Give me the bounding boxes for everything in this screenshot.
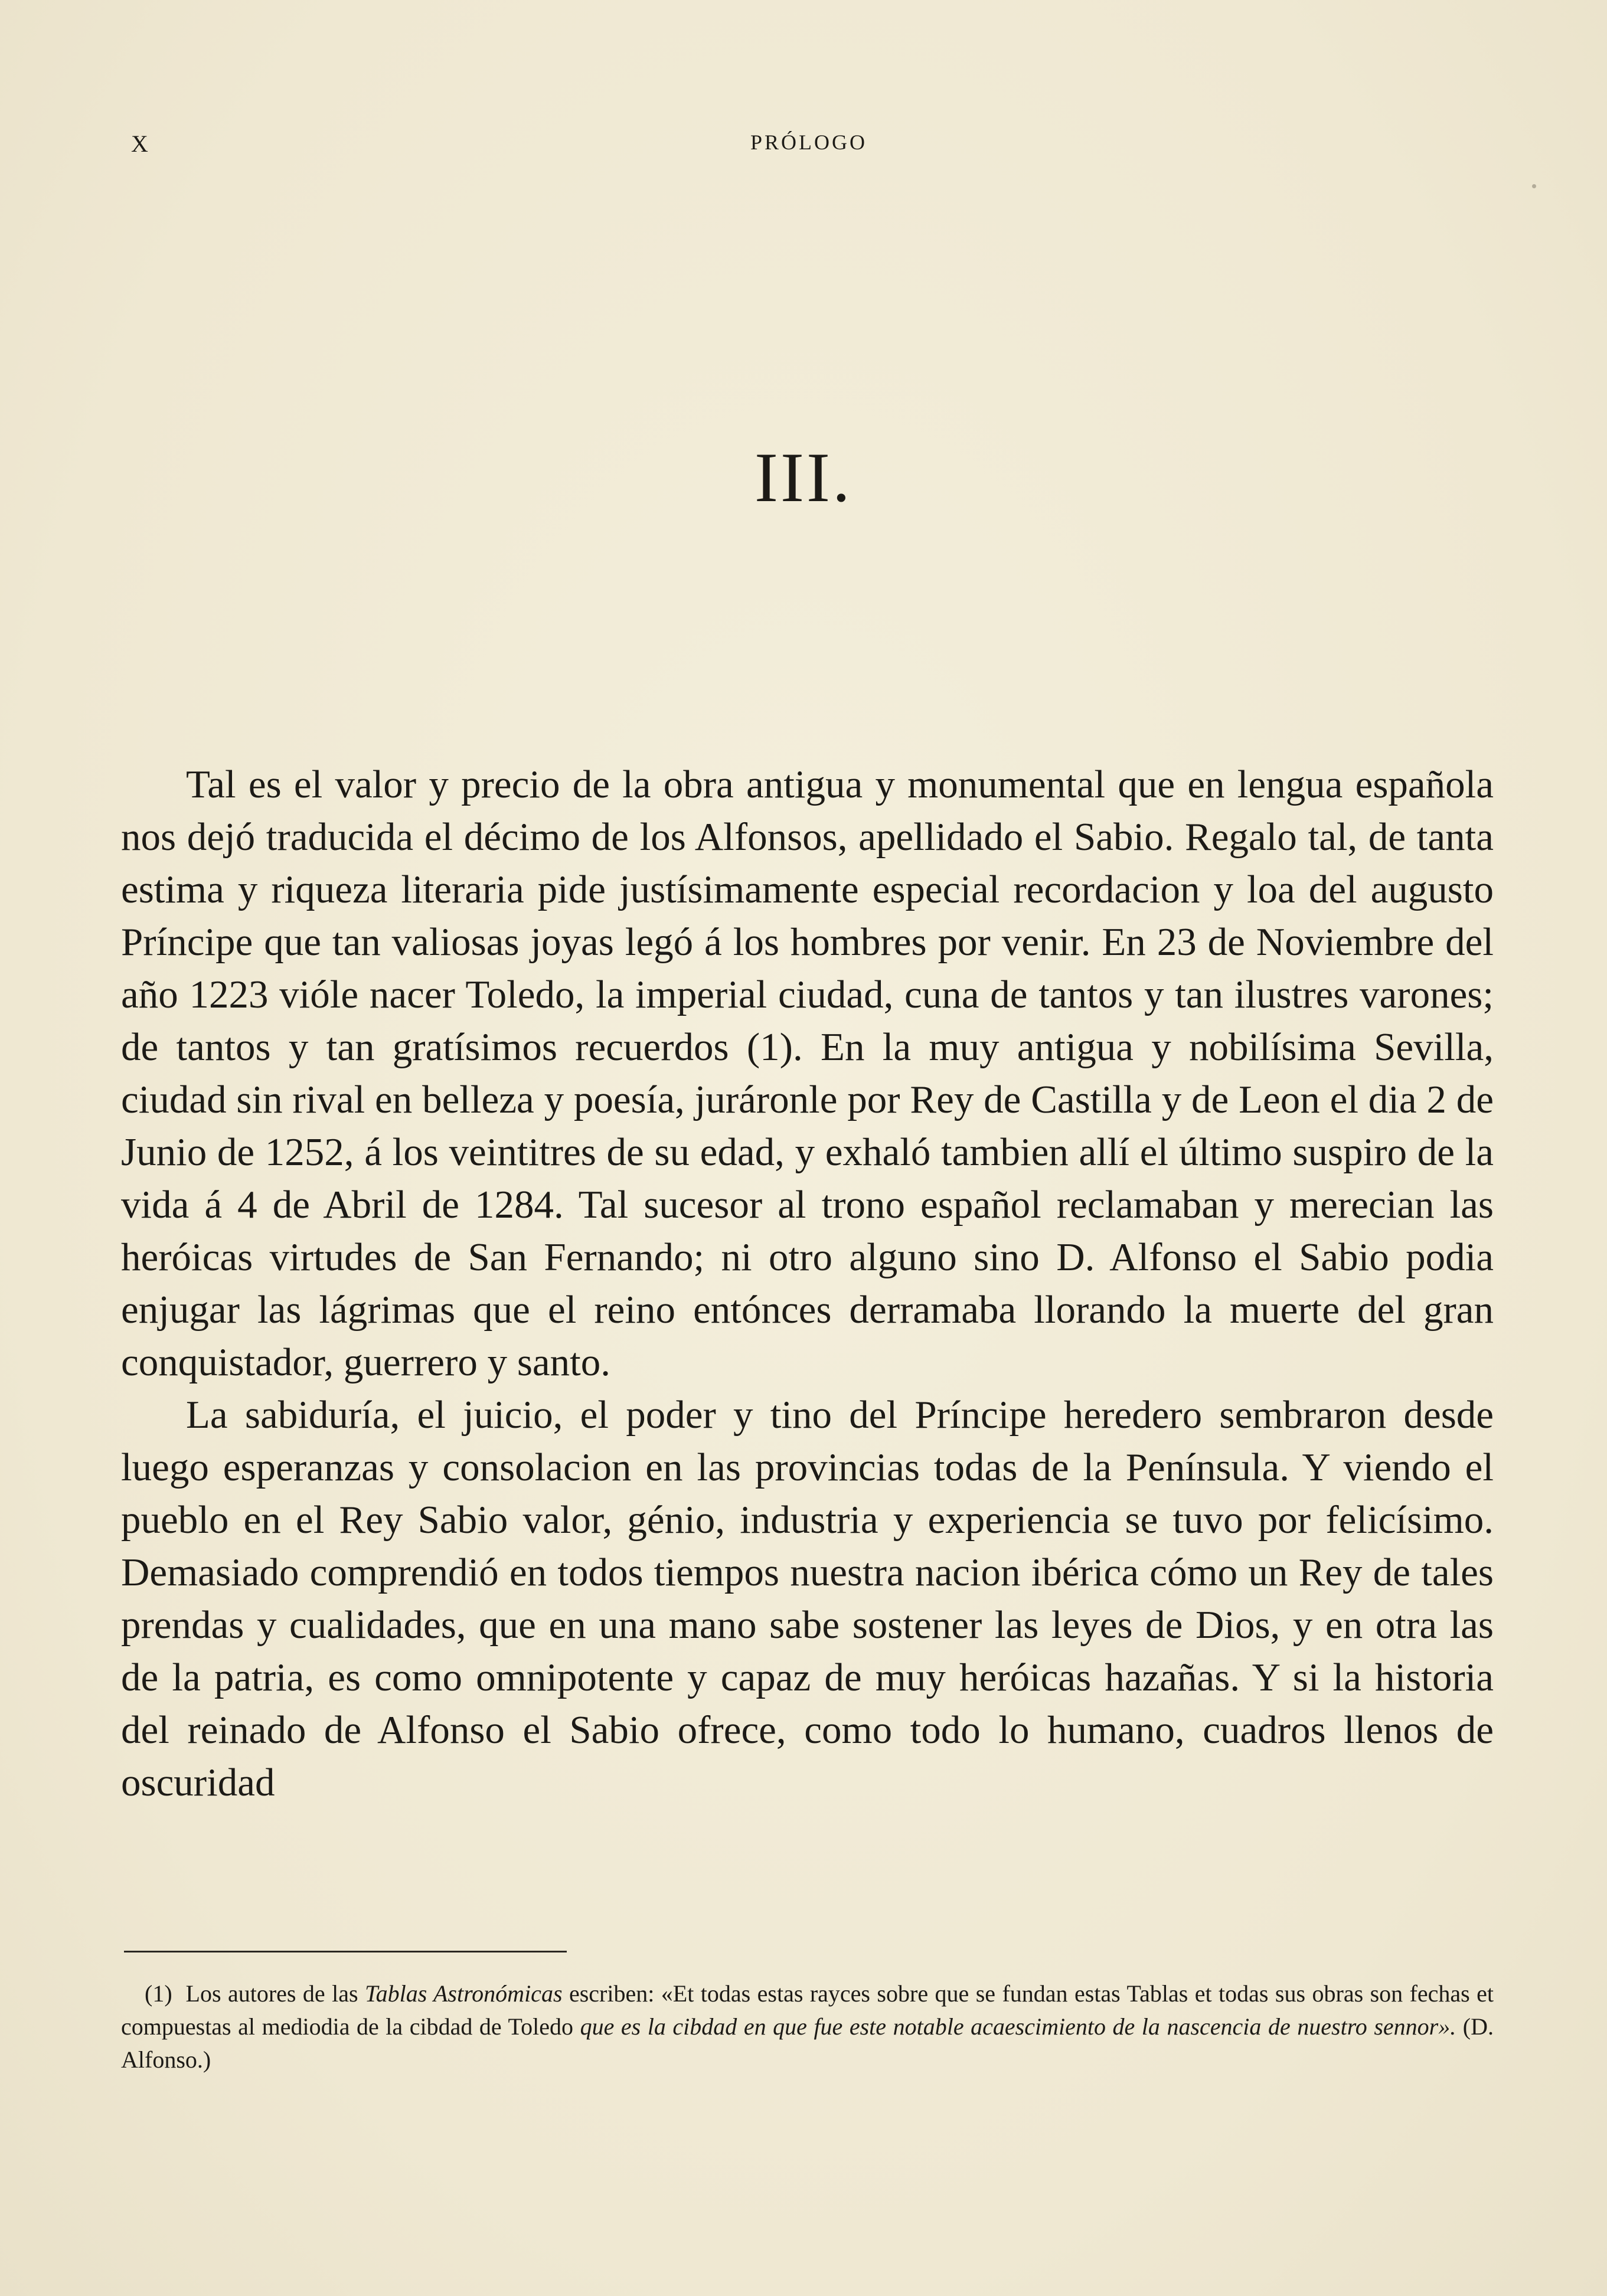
footnote-attribution: (D. Alfonso.) [121,2013,1494,2073]
running-title: PRÓLOGO [750,130,867,154]
paragraph-1: Tal es el valor y precio de la obra antigua y monumental que en lengua española nos dejó traducida el décimo de los Alfonsos, apellidado el Sabio. Regalo tal, de tanta estima y riqueza literaria pide justísimamente especial recordacion y loa del augusto Príncipe que tan valiosas joyas legó á los hombres por venir. En 23 de Noviembre del año 1223 vióle nacer Toledo, la imperial ciudad, cuna de tantos y tan ilustres varones; de tantos y tan gratísimos recuerdos (1). En la muy antigua y nobilísima Sevilla, ciudad sin rival en belleza y poesía, juráronle por Rey de Castilla y de Leon el dia 2 de Junio de 1252, á los veintitres de su edad, y exhaló tambien allí el último suspiro de la vida á 4 de Abril de 1284. Tal sucesor al trono español reclamaban y merecian las heróicas virtudes de San Fernando; ni otro alguno sino D. Alfonso el Sabio podia enjugar las lágrimas que el reino entónces derramaba llorando la muerte del gran conquistador, guerrero y santo. [121,763,1494,1384]
footnote-text-before: Los autores de las [185,1980,358,2007]
footnote-italic-title: Tablas Astronómicas [365,1980,563,2007]
paragraph-2: La sabiduría, el juicio, el poder y tino del Príncipe heredero sembraron desde luego esperanzas y consolacion en las provincias todas de la Península. Y viendo el pueblo en el Rey Sabio valor, génio, industria y experiencia se tuvo por felicísimo. Demasiado comprendió en todos tiempos nuestra nacion ibérica cómo un Rey de tales prendas y cualidades, que en una mano sabe sostener las leyes de Dios, y en otra las de la patria, es como omnipotente y capaz de muy heróicas hazañas. Y si la historia del reinado de Alfonso el Sabio ofrece, como todo lo humano, cuadros llenos de oscuridad [121,1393,1494,1804]
footnote-text-middle: escriben: «Et todas estas rayces sobre que se fundan estas Tablas et todas sus obras son fechas et compuestas al mediodia de la cibdad de Toledo [121,1980,1494,2040]
section-heading: III. [754,438,853,516]
running-head [124,130,1494,165]
body-text [121,758,1494,1809]
page-folio: X [131,130,149,157]
footnote [121,1977,1494,2076]
footnote-divider [124,1951,567,1952]
footnote-italic-quote: que es la cibdad en que fue este notable acaescimiento de la nascencia de nuestro sennor». [580,2013,1456,2040]
paper-speck [1532,184,1536,188]
footnote-marker: (1) [145,1980,172,2007]
